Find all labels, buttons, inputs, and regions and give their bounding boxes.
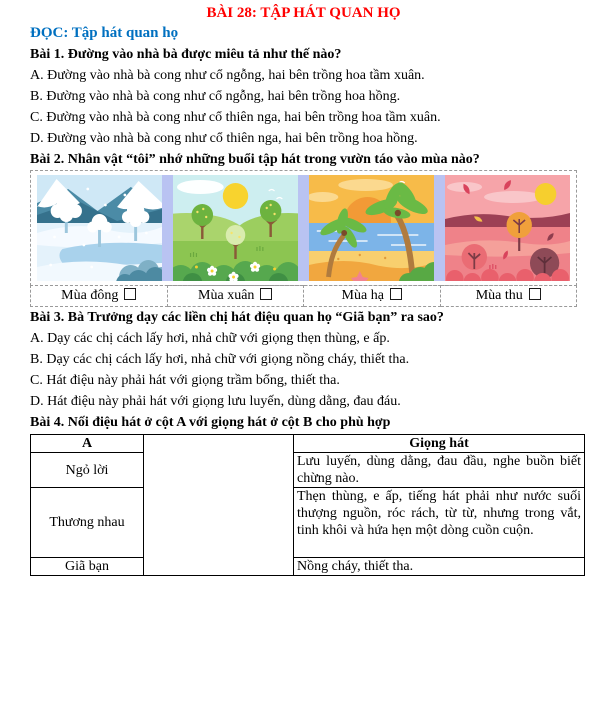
image-separator [298,175,309,281]
season-option-spring [168,285,305,307]
question-1-option-c: C. Đường vào nhà bà cong như cổ thiên nga, hai bên trồng hoa tầm xuân. [30,110,441,125]
image-separator [162,175,173,281]
table-header-row [31,435,585,453]
autumn-scene-illustration [445,175,570,281]
question-1-option-a: A. Đường vào nhà bà cong như cổ ngỗng, hai bên trồng hoa tầm xuân. [30,68,425,83]
matching-table [30,434,585,576]
question-3-option-c: C. Hát điệu này phải hát với giọng trầm bổng, thiết tha. [30,373,340,388]
question-1-option-b: B. Đường vào nhà bà cong như cổ ngỗng, hai bên trồng hoa hồng. [30,89,401,104]
season-answer-row [30,285,577,307]
question-1-heading: Bài 1. Đường vào nhà bà được miêu tả như thế nào? [30,47,342,62]
column-a-header: A [31,435,144,453]
summer-scene-illustration [309,175,434,281]
winter-scene-image [37,175,162,281]
tune-gia-ban: Giã bạn [31,558,144,576]
spring-scene-image [173,175,298,281]
reading-subtitle: ĐỌC: Tập hát quan họ [30,25,179,41]
table-row [31,453,585,488]
question-3-option-d: D. Hát điệu này phải hát với giọng lưu luyến, dùng dằng, đau đáu. [30,394,401,409]
seasons-image-strip [30,170,577,286]
voice-description-2: Thẹn thùng, e ấp, tiếng hát phải như nước suối thượng nguồn, róc rách, từ từ, nhưng trong vắt, tinh khôi và hứa hẹn một dòng cuồn cuộn. [294,488,585,558]
question-2-heading: Bài 2. Nhân vật “tôi” nhớ những buổi tập hát trong vườn táo vào mùa nào? [30,152,480,167]
summer-scene-image [309,175,434,281]
question-3-option-a: A. Dạy các chị cách lấy hơi, nhả chữ với giọng thẹn thùng, e ấp. [30,331,390,346]
season-option-summer [304,285,441,307]
season-option-autumn [441,285,578,307]
season-label-winter: Mùa đông [61,288,119,303]
checkbox-mua-thu[interactable] [529,288,541,300]
column-b-header: Giọng hát [294,435,585,453]
season-option-winter [30,285,168,307]
table-row [31,558,585,576]
voice-description-3: Nồng cháy, thiết tha. [294,558,585,576]
season-label-spring: Mùa xuân [198,288,255,303]
image-separator [434,175,445,281]
voice-description-1: Lưu luyến, dùng dằng, đau đầu, nghe buồn biết chừng nào. [294,453,585,488]
season-label-autumn: Mùa thu [475,288,523,303]
checkbox-mua-dong[interactable] [124,288,136,300]
spring-scene-illustration [173,175,298,281]
question-3-option-b: B. Dạy các chị cách lấy hơi, nhả chữ với giọng nồng cháy, thiết tha. [30,352,410,367]
autumn-scene-image [445,175,570,281]
tune-ngo-loi: Ngỏ lời [31,453,144,488]
checkbox-mua-xuan[interactable] [260,288,272,300]
winter-scene-illustration [37,175,162,281]
checkbox-mua-ha[interactable] [390,288,402,300]
question-4-heading: Bài 4. Nối điệu hát ở cột A với giọng hát ở cột B cho phù hợp [30,415,391,430]
page-title: BÀI 28: TẬP HÁT QUAN HỌ [206,5,401,21]
table-row [31,488,585,558]
matching-middle-cell[interactable] [144,435,294,576]
question-3-heading: Bài 3. Bà Trưởng dạy các liền chị hát điệu quan họ “Giã bạn” ra sao? [30,310,444,325]
question-1-option-d: D. Đường vào nhà bà cong như cổ thiên nga, hai bên trồng hoa hồng. [30,131,418,146]
season-label-summer: Mùa hạ [341,288,384,303]
tune-thuong-nhau: Thương nhau [31,488,144,558]
